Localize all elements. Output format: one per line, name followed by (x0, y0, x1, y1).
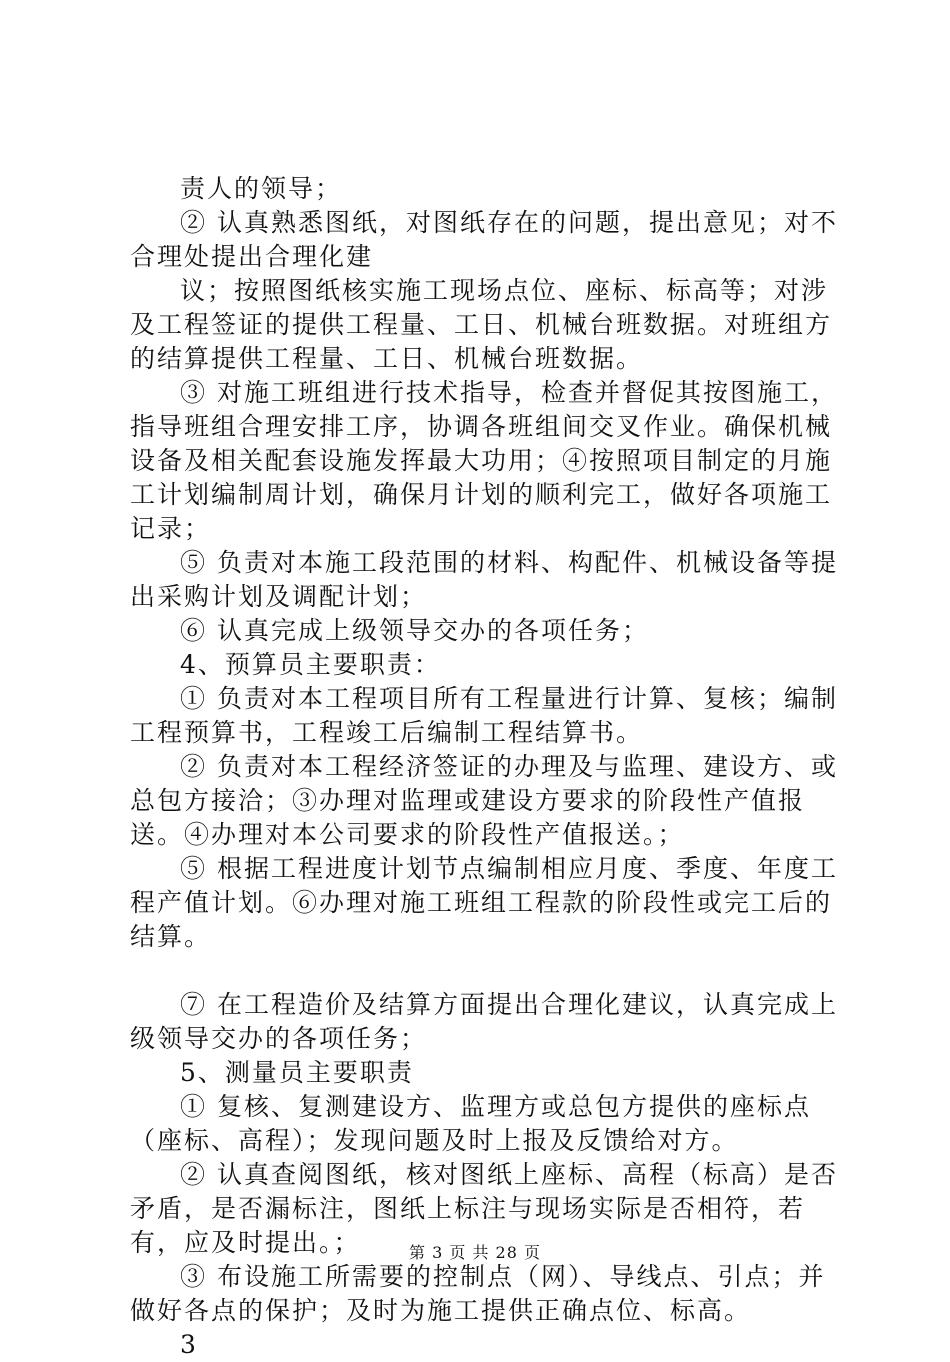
paragraph-item-5: ⑤ 负责对本施工段范围的材料、构配件、机械设备等提出采购计划及调配计划； (130, 548, 838, 611)
survey-item-3: ③ 布设施工所需要的控制点（网）、导线点、引点；并做好各点的保护；及时为施工提供正确点位、标高。 (130, 1262, 826, 1325)
section-heading-5: 5、测量员主要职责 (180, 1058, 414, 1087)
survey-item-2: ② 认真查阅图纸，核对图纸上座标、高程（标高）是否矛盾，是否漏标注，图纸上标注与现场实际是否相符，若有，应及时提出。； (130, 1160, 838, 1257)
paragraph-item-2-start: ② 认真熟悉图纸，对图纸存在的问题，提出意见；对不合理处提出合理化建 (130, 208, 838, 271)
blank-line (130, 954, 842, 988)
document-body (130, 172, 842, 1362)
budget-item-5: ⑤ 根据工程进度计划节点编制相应月度、季度、年度工程产值计划。⑥办理对施工班组工程款的阶段性或完工后的结算。 (130, 854, 838, 951)
section-heading-4: 4、预算员主要职责： (180, 650, 441, 679)
paragraph-line-1: 责人的领导； (180, 174, 343, 203)
budget-item-1: ① 负责对本工程项目所有工程量进行计算、复核；编制工程预算书，工程竣工后编制工程结算书。 (130, 684, 838, 747)
paragraph-item-2-cont: 议；按照图纸核实施工现场点位、座标、标高等；对涉及工程签证的提供工程量、工日、机械台班数据。对班组方的结算提供工程量、工日、机械台班数据。 (130, 276, 833, 373)
paragraph-item-6: ⑥ 认真完成上级领导交办的各项任务； (180, 616, 649, 645)
survey-item-1: ① 复核、复测建设方、监理方或总包方提供的座标点（座标、高程）；发现问题及时上报及反馈给对方。 (130, 1092, 811, 1155)
page-footer: 第 3 页 共 28 页 (409, 1243, 541, 1262)
budget-item-7: ⑦ 在工程造价及结算方面提出合理化建议，认真完成上级领导交办的各项任务； (130, 990, 838, 1053)
budget-item-2: ② 负责对本工程经济签证的办理及与监理、建设方、或总包方接洽；③办理对监理或建设方要求的阶段性产值报送。④办理对本公司要求的阶段性产值报送。； (130, 752, 838, 849)
trailing-number: 3 (180, 1330, 198, 1359)
paragraph-item-3: ③ 对施工班组进行技术指导，检查并督促其按图施工，指导班组合理安排工序，协调各班组间交叉作业。确保机械设备及相关配套设施发挥最大功用；④按照项目制定的月施工计划编制周计划，确保月计划的顺利完工，做好各项施工记录； (130, 378, 838, 543)
